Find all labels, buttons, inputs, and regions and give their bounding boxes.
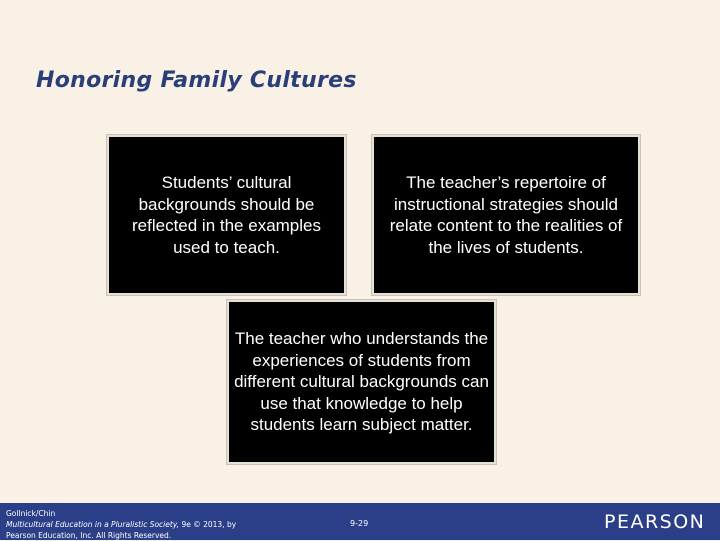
page-number: 9-29 bbox=[350, 519, 369, 528]
box-teacher-repertoire-text: The teacher’s repertoire of instructional strategies should relate content to the realities of the lives of students. bbox=[389, 173, 623, 257]
credit-edition: 9e © 2013, by bbox=[179, 520, 237, 529]
footer-bar bbox=[0, 503, 720, 540]
box-cultural-backgrounds bbox=[107, 135, 346, 295]
box-cultural-backgrounds-text: Students’ cultural backgrounds should be reflected in the examples used to teach. bbox=[132, 173, 321, 257]
credit-line-3: Pearson Education, Inc. All Rights Reserved. bbox=[6, 531, 172, 540]
footer-credit bbox=[6, 508, 236, 541]
slide-title: Honoring Family Cultures bbox=[36, 68, 357, 93]
credit-line-1: Gollnick/Chin bbox=[6, 509, 56, 518]
credit-book-title: Multicultural Education in a Pluralistic Society, bbox=[6, 520, 180, 529]
pearson-logo: PEARSON bbox=[604, 511, 706, 533]
credit-line-2 bbox=[6, 519, 236, 530]
box-teacher-repertoire bbox=[372, 135, 640, 295]
box-teacher-understands bbox=[227, 300, 496, 464]
box-teacher-understands-text: The teacher who understands the experiences of students from different cultural backgrounds can use that knowledge to help students learn subject matter. bbox=[234, 329, 489, 435]
